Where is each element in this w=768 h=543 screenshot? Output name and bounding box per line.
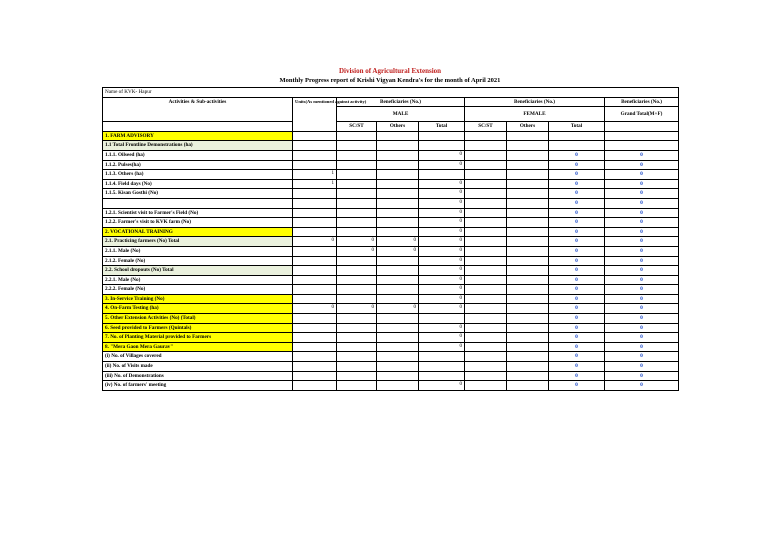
male-total-value: 0 bbox=[419, 294, 465, 304]
female-others-value bbox=[507, 237, 549, 247]
male-scst-value bbox=[337, 362, 377, 372]
female-total-value: 0 bbox=[549, 208, 605, 218]
female-total-value: 0 bbox=[549, 198, 605, 208]
units-value bbox=[293, 227, 337, 237]
male-scst-value bbox=[337, 352, 377, 362]
units-value bbox=[293, 189, 337, 199]
grand-total-value: 0 bbox=[605, 179, 679, 189]
male-total-value: 0 bbox=[419, 323, 465, 333]
male-total-value: 0 bbox=[419, 189, 465, 199]
activity-label: (iii) No. of Demonstrations bbox=[103, 371, 293, 381]
grand-total-value: 0 bbox=[605, 333, 679, 343]
male-others-value bbox=[377, 160, 419, 170]
activity-label: 1.1.5. Kisan Gosthi (No) bbox=[103, 189, 293, 199]
female-others-value bbox=[507, 352, 549, 362]
male-others-value bbox=[377, 189, 419, 199]
grand-total-value: 0 bbox=[605, 208, 679, 218]
progress-report-table bbox=[102, 87, 679, 391]
female-others-value bbox=[507, 189, 549, 199]
female-others-value bbox=[507, 333, 549, 343]
activity-label: 1.1.3. Others (ha) bbox=[103, 170, 293, 180]
activity-label: 2.2. School dropouts (No) Total bbox=[103, 266, 293, 276]
female-others-value bbox=[507, 362, 549, 372]
activity-label: (iv) No. of farmers' meeting bbox=[103, 381, 293, 391]
male-scst-value bbox=[337, 314, 377, 324]
male-others-value bbox=[377, 381, 419, 391]
units-value bbox=[293, 218, 337, 228]
male-scst-value bbox=[337, 323, 377, 333]
activity-label: 1.2.2. Farmer's visit to KVK farm (No) bbox=[103, 218, 293, 228]
activity-label bbox=[103, 198, 293, 208]
male-scst-value bbox=[337, 333, 377, 343]
female-total-value: 0 bbox=[549, 381, 605, 391]
units-value bbox=[293, 362, 337, 372]
table-row bbox=[103, 141, 679, 151]
male-total-value: 0 bbox=[419, 381, 465, 391]
units-value bbox=[293, 131, 337, 141]
female-scst-value bbox=[465, 285, 507, 295]
male-others-header: Others bbox=[377, 122, 419, 132]
male-others-value bbox=[377, 285, 419, 295]
grand-total-value: 0 bbox=[605, 275, 679, 285]
female-total-value bbox=[549, 141, 605, 151]
male-scst-header: SC/ST bbox=[337, 122, 377, 132]
female-scst-value bbox=[465, 371, 507, 381]
female-scst-value bbox=[465, 314, 507, 324]
male-others-value bbox=[377, 150, 419, 160]
report-subtitle: Monthly Progress report of Krishi Vigyan Kendra's for the month of April 2021 bbox=[279, 77, 501, 84]
female-scst-value bbox=[465, 218, 507, 228]
units-value: 1 bbox=[293, 179, 337, 189]
male-total-value: 0 bbox=[419, 246, 465, 256]
female-others-value bbox=[507, 131, 549, 141]
female-scst-header: SC/ST bbox=[465, 122, 507, 132]
male-scst-value bbox=[337, 170, 377, 180]
female-total-value: 0 bbox=[549, 294, 605, 304]
female-others-value bbox=[507, 342, 549, 352]
activity-label: 2.2.2. Female (No) bbox=[103, 285, 293, 295]
male-scst-value bbox=[337, 131, 377, 141]
male-others-value bbox=[377, 179, 419, 189]
units-value bbox=[293, 266, 337, 276]
grand-total-value: 0 bbox=[605, 381, 679, 391]
female-total-value: 0 bbox=[549, 160, 605, 170]
male-scst-value: 0 bbox=[337, 237, 377, 247]
female-total-value: 0 bbox=[549, 352, 605, 362]
grand-total-value: 0 bbox=[605, 285, 679, 295]
female-others-value bbox=[507, 304, 549, 314]
table-row bbox=[103, 237, 679, 247]
male-total-value: 0 bbox=[419, 150, 465, 160]
female-total-value bbox=[549, 131, 605, 141]
grand-total-value: 0 bbox=[605, 198, 679, 208]
female-others-value bbox=[507, 198, 549, 208]
table-row bbox=[103, 342, 679, 352]
female-others-value bbox=[507, 160, 549, 170]
female-total-header: Total bbox=[549, 122, 605, 132]
female-others-value bbox=[507, 256, 549, 266]
units-value bbox=[293, 275, 337, 285]
grand-total-value: 0 bbox=[605, 237, 679, 247]
female-header: FEMALE bbox=[465, 107, 605, 122]
male-others-value bbox=[377, 256, 419, 266]
female-total-value: 0 bbox=[549, 170, 605, 180]
table-row bbox=[103, 131, 679, 141]
male-scst-value bbox=[337, 160, 377, 170]
table-row bbox=[103, 285, 679, 295]
female-others-header: Others bbox=[507, 122, 549, 132]
female-scst-value bbox=[465, 227, 507, 237]
grand-total-value: 0 bbox=[605, 323, 679, 333]
female-scst-value bbox=[465, 246, 507, 256]
male-scst-value: 0 bbox=[337, 246, 377, 256]
male-total-value bbox=[419, 141, 465, 151]
male-others-value bbox=[377, 352, 419, 362]
grand-total-value: 0 bbox=[605, 160, 679, 170]
female-total-value: 0 bbox=[549, 323, 605, 333]
female-others-value bbox=[507, 285, 549, 295]
female-total-value: 0 bbox=[549, 333, 605, 343]
activity-label: 1.1.1. Oilseed (ha) bbox=[103, 150, 293, 160]
female-others-value bbox=[507, 314, 549, 324]
units-value bbox=[293, 160, 337, 170]
units-value bbox=[293, 381, 337, 391]
table-row bbox=[103, 333, 679, 343]
male-others-value bbox=[377, 266, 419, 276]
male-scst-value bbox=[337, 381, 377, 391]
units-value bbox=[293, 208, 337, 218]
male-scst-value bbox=[337, 266, 377, 276]
female-scst-value bbox=[465, 381, 507, 391]
male-total-value: 0 bbox=[419, 179, 465, 189]
female-total-value: 0 bbox=[549, 266, 605, 276]
grand-total-value: 0 bbox=[605, 294, 679, 304]
activity-label: 8. "Mera Gaon Mera Gaurav" bbox=[103, 342, 293, 352]
male-others-value bbox=[377, 275, 419, 285]
units-value bbox=[293, 371, 337, 381]
activities-header-blank bbox=[103, 122, 293, 132]
units-value bbox=[293, 285, 337, 295]
male-others-value: 0 bbox=[377, 304, 419, 314]
male-total-value: 0 bbox=[419, 266, 465, 276]
male-total-value bbox=[419, 170, 465, 180]
male-scst-value bbox=[337, 371, 377, 381]
kvk-name: Name of KVK- Hapur bbox=[103, 88, 679, 98]
activity-label: 2.1.2. Female (No) bbox=[103, 256, 293, 266]
female-total-value: 0 bbox=[549, 237, 605, 247]
activity-label: (ii) No. of Visits made bbox=[103, 362, 293, 372]
table-row bbox=[103, 275, 679, 285]
table-row bbox=[103, 246, 679, 256]
table-row bbox=[103, 362, 679, 372]
grand-total-value: 0 bbox=[605, 189, 679, 199]
table-row bbox=[103, 218, 679, 228]
male-others-value bbox=[377, 323, 419, 333]
female-total-value: 0 bbox=[549, 150, 605, 160]
activity-label: 1.1.2. Pulses(ha) bbox=[103, 160, 293, 170]
female-total-value: 0 bbox=[549, 275, 605, 285]
male-total-value bbox=[419, 352, 465, 362]
female-others-value bbox=[507, 218, 549, 228]
female-scst-value bbox=[465, 342, 507, 352]
grand-total-value: 0 bbox=[605, 227, 679, 237]
activity-label: 2.1.1. Male (No) bbox=[103, 246, 293, 256]
male-total-header: Total bbox=[419, 122, 465, 132]
table-row bbox=[103, 352, 679, 362]
male-beneficiaries-header: Beneficiaries (No.) bbox=[337, 97, 465, 107]
grand-total-value: 0 bbox=[605, 352, 679, 362]
male-total-value: 0 bbox=[419, 256, 465, 266]
female-total-value: 0 bbox=[549, 314, 605, 324]
activity-label: (i) No. of Villages covered bbox=[103, 352, 293, 362]
male-others-value: 0 bbox=[377, 237, 419, 247]
female-scst-value bbox=[465, 237, 507, 247]
table-row bbox=[103, 381, 679, 391]
male-total-value: 0 bbox=[419, 227, 465, 237]
activity-label: 2.1. Practicing farmers (No) Total bbox=[103, 237, 293, 247]
female-total-value: 0 bbox=[549, 179, 605, 189]
header-row-1 bbox=[103, 97, 679, 107]
units-value bbox=[293, 333, 337, 343]
female-scst-value bbox=[465, 304, 507, 314]
male-others-value bbox=[377, 362, 419, 372]
male-scst-value bbox=[337, 227, 377, 237]
male-others-value bbox=[377, 131, 419, 141]
male-scst-value bbox=[337, 294, 377, 304]
activity-label: 7. No. of Planting Material provided to Farmers bbox=[103, 333, 293, 343]
female-scst-value bbox=[465, 294, 507, 304]
units-value: 0 bbox=[293, 304, 337, 314]
female-scst-value bbox=[465, 333, 507, 343]
female-scst-value bbox=[465, 352, 507, 362]
male-scst-value bbox=[337, 198, 377, 208]
units-value: 0 bbox=[293, 237, 337, 247]
grand-total-value: 0 bbox=[605, 342, 679, 352]
male-total-value bbox=[419, 131, 465, 141]
male-total-value: 0 bbox=[419, 237, 465, 247]
activity-label: 1.1.4. Field days (No) bbox=[103, 179, 293, 189]
male-total-value: 0 bbox=[419, 218, 465, 228]
grand-total-value: 0 bbox=[605, 150, 679, 160]
male-others-value bbox=[377, 371, 419, 381]
male-scst-value: 0 bbox=[337, 304, 377, 314]
table-row bbox=[103, 256, 679, 266]
female-others-value bbox=[507, 275, 549, 285]
male-scst-value bbox=[337, 189, 377, 199]
male-total-value: 0 bbox=[419, 275, 465, 285]
female-scst-value bbox=[465, 323, 507, 333]
female-scst-value bbox=[465, 189, 507, 199]
units-value: 1 bbox=[293, 170, 337, 180]
male-total-value: 0 bbox=[419, 333, 465, 343]
table-row bbox=[103, 266, 679, 276]
male-total-value: 0 bbox=[419, 160, 465, 170]
female-scst-value bbox=[465, 362, 507, 372]
female-scst-value bbox=[465, 170, 507, 180]
female-scst-value bbox=[465, 275, 507, 285]
male-others-value bbox=[377, 333, 419, 343]
female-others-value bbox=[507, 208, 549, 218]
grand-total-value: 0 bbox=[605, 246, 679, 256]
female-total-value: 0 bbox=[549, 256, 605, 266]
activities-header: Activities & Sub-activities bbox=[103, 97, 293, 122]
female-scst-value bbox=[465, 198, 507, 208]
activity-label: 2.2.1. Male (No) bbox=[103, 275, 293, 285]
male-scst-value bbox=[337, 342, 377, 352]
table-row bbox=[103, 150, 679, 160]
activity-label: 4. On-Farm Testing (ha) bbox=[103, 304, 293, 314]
table-row bbox=[103, 304, 679, 314]
activity-label: 1.1 Total Frontline Demonstrations (ha) bbox=[103, 141, 293, 151]
table-row bbox=[103, 294, 679, 304]
female-total-value: 0 bbox=[549, 371, 605, 381]
units-value bbox=[293, 198, 337, 208]
activity-label: 6. Seed provided to Farmers (Quintals) bbox=[103, 323, 293, 333]
units-value bbox=[293, 314, 337, 324]
female-total-value: 0 bbox=[549, 342, 605, 352]
male-scst-value bbox=[337, 179, 377, 189]
female-scst-value bbox=[465, 131, 507, 141]
male-scst-value bbox=[337, 150, 377, 160]
table-row bbox=[103, 208, 679, 218]
female-others-value bbox=[507, 294, 549, 304]
male-others-value bbox=[377, 141, 419, 151]
female-scst-value bbox=[465, 266, 507, 276]
grand-total-value: 0 bbox=[605, 218, 679, 228]
female-total-value: 0 bbox=[549, 189, 605, 199]
female-beneficiaries-header: Beneficiaries (No.) bbox=[465, 97, 605, 107]
male-total-value bbox=[419, 362, 465, 372]
grand-total-value: 0 bbox=[605, 256, 679, 266]
units-value bbox=[293, 342, 337, 352]
male-total-value: 0 bbox=[419, 208, 465, 218]
grand-total-header: Grand Total(M+F) bbox=[605, 107, 679, 122]
activity-label: 3. In-Service Training (No) bbox=[103, 294, 293, 304]
male-others-value: 0 bbox=[377, 246, 419, 256]
female-others-value bbox=[507, 323, 549, 333]
grand-total-value: 0 bbox=[605, 304, 679, 314]
grand-total-value: 0 bbox=[605, 266, 679, 276]
units-value bbox=[293, 294, 337, 304]
male-others-value bbox=[377, 314, 419, 324]
units-value bbox=[293, 323, 337, 333]
male-others-value bbox=[377, 342, 419, 352]
units-value bbox=[293, 141, 337, 151]
grand-total-value: 0 bbox=[605, 170, 679, 180]
female-others-value bbox=[507, 266, 549, 276]
female-others-value bbox=[507, 141, 549, 151]
female-total-value: 0 bbox=[549, 218, 605, 228]
male-others-value bbox=[377, 227, 419, 237]
female-scst-value bbox=[465, 208, 507, 218]
grand-total-value bbox=[605, 141, 679, 151]
male-total-value: 0 bbox=[419, 285, 465, 295]
table-row bbox=[103, 323, 679, 333]
kvk-name-row bbox=[103, 88, 679, 98]
female-others-value bbox=[507, 179, 549, 189]
male-scst-value bbox=[337, 141, 377, 151]
male-scst-value bbox=[337, 285, 377, 295]
report-division-title: Division of Agricultural Extension bbox=[338, 67, 442, 75]
table-row bbox=[103, 179, 679, 189]
male-others-value bbox=[377, 218, 419, 228]
units-value bbox=[293, 256, 337, 266]
male-others-value bbox=[377, 208, 419, 218]
female-total-value: 0 bbox=[549, 227, 605, 237]
male-scst-value bbox=[337, 275, 377, 285]
table-row bbox=[103, 170, 679, 180]
units-value bbox=[293, 150, 337, 160]
total-beneficiaries-header: Beneficiaries (No.) bbox=[605, 97, 679, 107]
table-row bbox=[103, 198, 679, 208]
female-others-value bbox=[507, 170, 549, 180]
units-value bbox=[293, 246, 337, 256]
grand-total-header-blank bbox=[605, 122, 679, 132]
grand-total-value: 0 bbox=[605, 362, 679, 372]
grand-total-value: 0 bbox=[605, 371, 679, 381]
male-total-value: 0 bbox=[419, 342, 465, 352]
female-scst-value bbox=[465, 256, 507, 266]
table-row bbox=[103, 189, 679, 199]
female-scst-value bbox=[465, 150, 507, 160]
male-total-value bbox=[419, 314, 465, 324]
activity-label: 1.2.1. Scientist visit to Farmer's Field (No) bbox=[103, 208, 293, 218]
male-header: MALE bbox=[337, 107, 465, 122]
female-total-value: 0 bbox=[549, 304, 605, 314]
table-row bbox=[103, 227, 679, 237]
female-total-value: 0 bbox=[549, 362, 605, 372]
male-others-value bbox=[377, 294, 419, 304]
female-scst-value bbox=[465, 141, 507, 151]
female-others-value bbox=[507, 246, 549, 256]
table-row bbox=[103, 371, 679, 381]
female-others-value bbox=[507, 371, 549, 381]
male-scst-value bbox=[337, 218, 377, 228]
female-total-value: 0 bbox=[549, 285, 605, 295]
units-value bbox=[293, 352, 337, 362]
units-header: Units(As mentioned against activity) bbox=[293, 97, 337, 131]
female-scst-value bbox=[465, 179, 507, 189]
grand-total-value: 0 bbox=[605, 314, 679, 324]
activity-label: 1. FARM ADVISORY bbox=[103, 131, 293, 141]
table-row bbox=[103, 314, 679, 324]
female-others-value bbox=[507, 381, 549, 391]
female-total-value: 0 bbox=[549, 246, 605, 256]
male-others-value bbox=[377, 170, 419, 180]
activity-label: 5. Other Extension Activities (No) (Total) bbox=[103, 314, 293, 324]
male-scst-value bbox=[337, 208, 377, 218]
male-total-value: 0 bbox=[419, 198, 465, 208]
male-others-value bbox=[377, 198, 419, 208]
male-scst-value bbox=[337, 256, 377, 266]
header-row-3 bbox=[103, 122, 679, 132]
table-row bbox=[103, 160, 679, 170]
female-others-value bbox=[507, 227, 549, 237]
female-scst-value bbox=[465, 160, 507, 170]
activity-label: 2. VOCATIONAL TRAINING bbox=[103, 227, 293, 237]
male-total-value: 0 bbox=[419, 304, 465, 314]
female-others-value bbox=[507, 150, 549, 160]
male-total-value bbox=[419, 371, 465, 381]
grand-total-value bbox=[605, 131, 679, 141]
